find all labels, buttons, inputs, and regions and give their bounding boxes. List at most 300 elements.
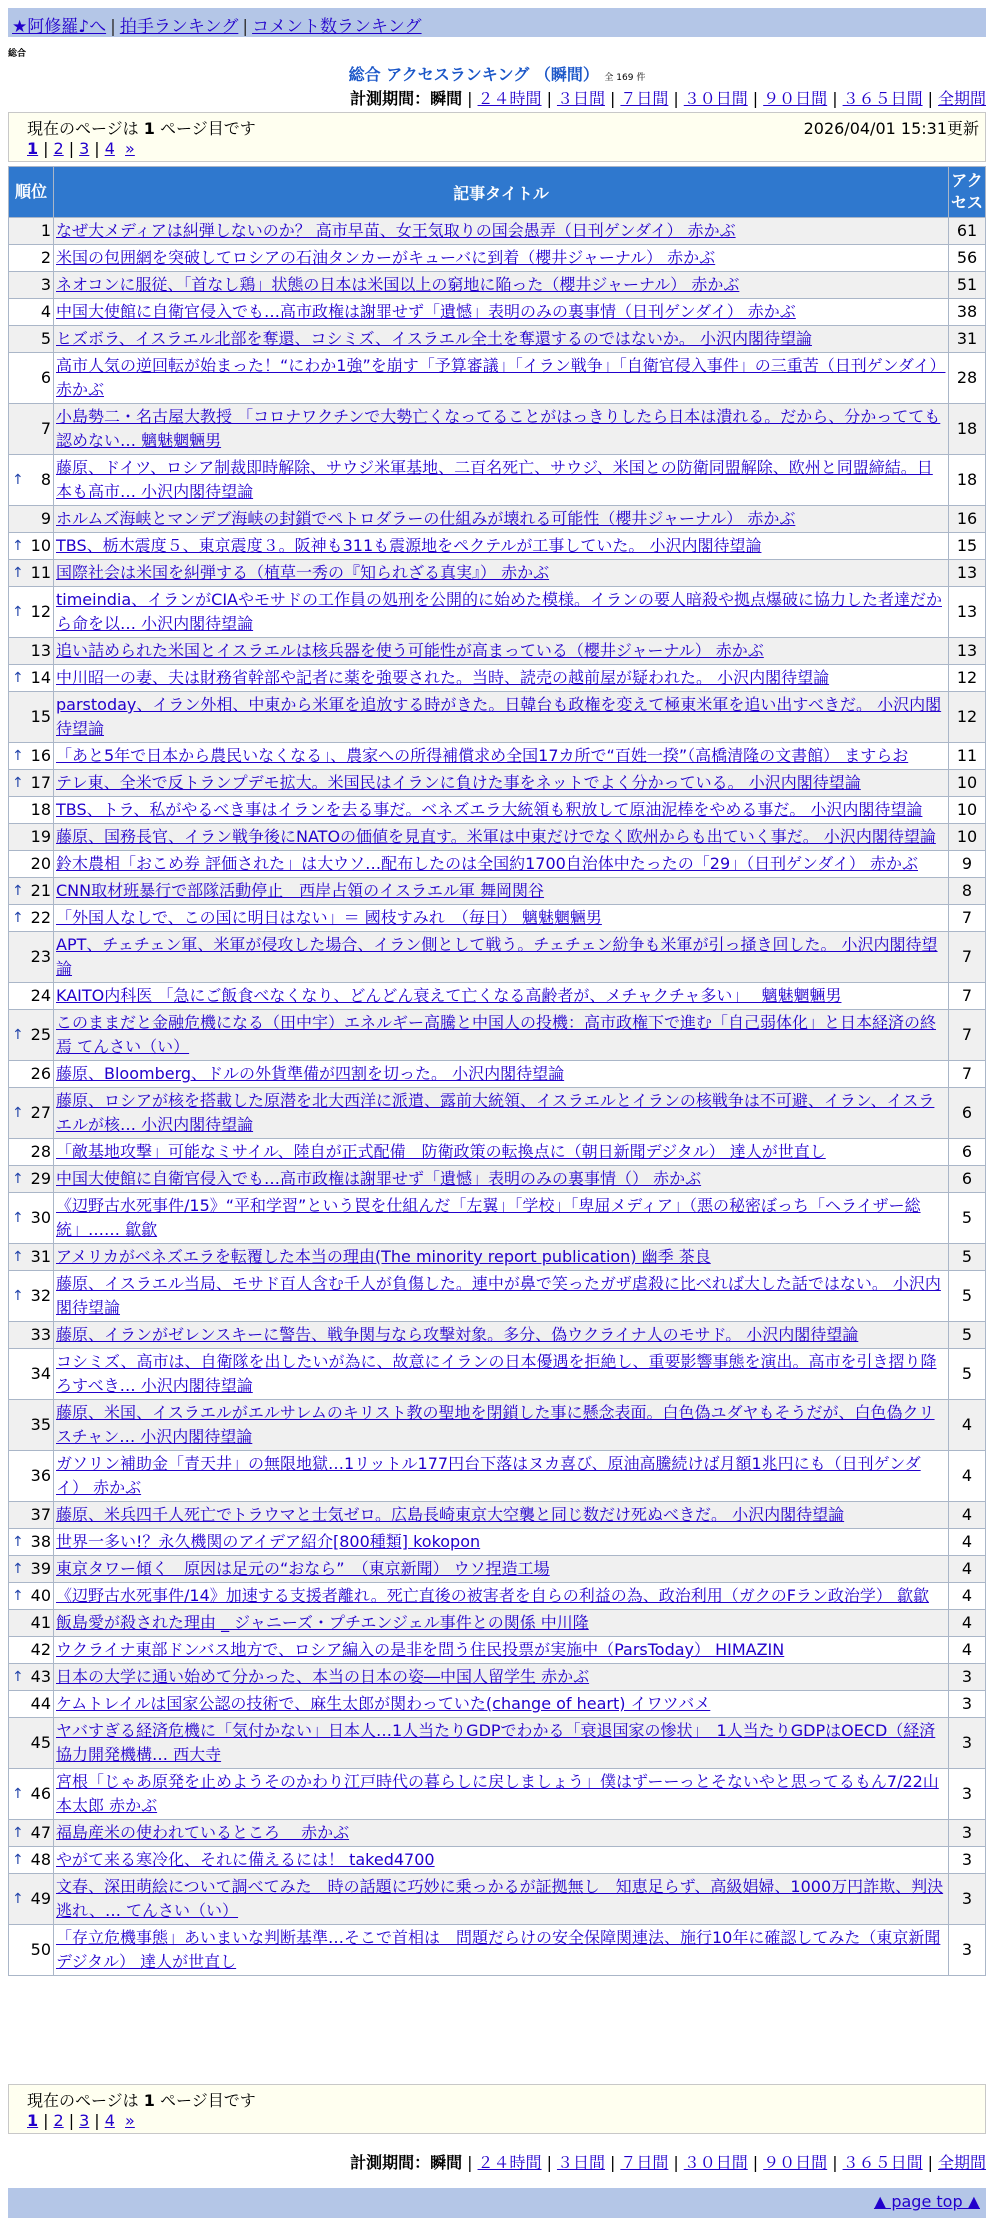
article-link[interactable]: 藤原、ロシアが核を搭載した原潜を北大西洋に派遣、露前大統領、イスラエルとイランの核戦争は不可避、イラン、イスラエルが核… 小沢内閣待望論 <box>56 1091 935 1134</box>
title-cell <box>54 1010 949 1061</box>
article-link[interactable]: 「外国人なしで、この国に明日はない」＝ 國枝すみれ （毎日） 魑魅魍魎男 <box>56 908 602 927</box>
rank-number: 1 <box>40 221 51 240</box>
title-cell <box>54 1349 949 1400</box>
access-count: 5 <box>949 1271 986 1322</box>
period-link[interactable]: ２４時間 <box>477 2153 542 2172</box>
period-link[interactable]: ３日間 <box>556 2153 605 2172</box>
article-link[interactable]: 「存立危機事態」あいまいな判断基準…そこで首相は 問題だらけの安全保障関連法、施行10年に確認してみた（東京新聞デジタル） 達人が世直し <box>56 1928 941 1971</box>
updated-timestamp: 2026/04/01 15:31更新 <box>803 119 979 138</box>
rank-number: 26 <box>30 1064 51 1083</box>
page-link[interactable]: 2 <box>53 139 64 158</box>
access-count: 4 <box>949 1502 986 1529</box>
title-column-header: 記事タイトル <box>54 167 949 218</box>
period-link[interactable]: 全期間 <box>937 2153 986 2172</box>
article-link[interactable]: 鈴木農相「おこめ券 評価された」は大ウソ…配布したのは全国約1700自治体中たったの「29」（日刊ゲンダイ） 赤かぶ <box>56 854 918 873</box>
article-link[interactable]: ヒズボラ、イスラエル北部を奪還、コシミズ、イスラエル全土を奪還するのではないか。 小沢内閣待望論 <box>56 329 812 348</box>
table-row <box>9 1664 986 1691</box>
table-row <box>9 1847 986 1874</box>
rank-number: 40 <box>30 1586 51 1605</box>
period-current: 瞬間 <box>430 2153 463 2172</box>
rank-cell <box>9 587 54 638</box>
article-link[interactable]: 藤原、ドイツ、ロシア制裁即時解除、サウジ米軍基地、二百名死亡、サウジ、米国との防衛同盟解除、欧州と同盟締結。日本も高市… 小沢内閣待望論 <box>56 458 933 501</box>
rank-number: 39 <box>30 1559 51 1578</box>
rank-cell <box>9 1088 54 1139</box>
title-cell <box>54 1874 949 1925</box>
rank-cell <box>9 1610 54 1637</box>
page-links <box>27 139 135 158</box>
rank-cell <box>9 638 54 665</box>
rank-number: 18 <box>30 800 51 819</box>
article-link[interactable]: テレ東、全米で反トランプデモ拡大。米国民はイランに負けた事をネットでよく分かっている。 小沢内閣待望論 <box>56 773 861 792</box>
table-row <box>9 326 986 353</box>
period-link[interactable]: ３６５日間 <box>842 89 923 108</box>
rank-number: 43 <box>30 1667 51 1686</box>
title-cell <box>54 1637 949 1664</box>
page-separator: | <box>43 139 49 158</box>
title-cell <box>54 1556 949 1583</box>
access-count: 5 <box>949 1322 986 1349</box>
table-row <box>9 1349 986 1400</box>
comment-ranking-link[interactable]: コメント数ランキング <box>252 17 422 37</box>
rank-number: 35 <box>30 1415 51 1434</box>
table-row <box>9 878 986 905</box>
access-count: 3 <box>949 1718 986 1769</box>
rank-number: 31 <box>30 1247 51 1266</box>
table-row <box>9 1769 986 1820</box>
access-count: 31 <box>949 326 986 353</box>
access-count: 3 <box>949 1820 986 1847</box>
table-row <box>9 299 986 326</box>
rank-cell <box>9 1556 54 1583</box>
period-link[interactable]: ９０日間 <box>763 89 828 108</box>
title-cell <box>54 455 949 506</box>
rank-number: 16 <box>30 746 51 765</box>
rank-cell <box>9 1193 54 1244</box>
title-cell <box>54 1664 949 1691</box>
article-link[interactable]: やがて来る寒冷化、それに備えるには！ taked4700 <box>56 1850 435 1869</box>
article-link[interactable]: APT、チェチェン軍、米軍が侵攻した場合、イラン側として戦う。チェチェン紛争も米軍が引っ掻き回した。 小沢内閣待望論 <box>56 935 938 978</box>
rank-cell <box>9 1061 54 1088</box>
title-cell <box>54 404 949 455</box>
table-row <box>9 665 986 692</box>
table-row <box>9 1691 986 1718</box>
category-label: 総合 <box>8 49 27 59</box>
access-count: 6 <box>949 1166 986 1193</box>
rank-cell <box>9 1010 54 1061</box>
page-status-post: ページ目です <box>160 119 256 138</box>
rank-cell <box>9 245 54 272</box>
rank-number: 28 <box>30 1142 51 1161</box>
article-link[interactable]: 藤原、イランがゼレンスキーに警告、戦争関与なら攻撃対象。多分、偽ウクライナ人のモサド。 小沢内閣待望論 <box>56 1325 859 1344</box>
title-cell <box>54 1502 949 1529</box>
rank-number: 15 <box>30 707 51 726</box>
access-count: 7 <box>949 905 986 932</box>
rank-cell <box>9 983 54 1010</box>
table-row <box>9 245 986 272</box>
rank-cell <box>9 1166 54 1193</box>
period-link[interactable]: ２４時間 <box>477 89 542 108</box>
article-link[interactable]: 藤原、Bloomberg、ドルの外貨準備が四割を切った。 小沢内閣待望論 <box>56 1064 565 1083</box>
access-count: 28 <box>949 353 986 404</box>
table-row <box>9 1166 986 1193</box>
page-link[interactable]: 3 <box>79 139 90 158</box>
page-status <box>27 2088 967 2111</box>
page-link[interactable]: 4 <box>104 139 115 158</box>
rank-number: 41 <box>30 1613 51 1632</box>
ranking-table <box>8 166 986 1976</box>
rank-number: 10 <box>30 536 51 555</box>
article-link[interactable]: ガソリン補助金「青天井」の無限地獄…1リットル177円台下落はヌカ喜び、原油高騰続けば月額1兆円にも（日刊ゲンダイ） 赤かぶ <box>56 1454 921 1497</box>
title-cell <box>54 299 949 326</box>
rank-number: 33 <box>30 1325 51 1344</box>
table-row <box>9 851 986 878</box>
table-row <box>9 1610 986 1637</box>
top-nav-bar <box>8 8 986 37</box>
rank-up-icon: ↑ <box>12 1825 24 1841</box>
rank-cell <box>9 533 54 560</box>
article-link[interactable]: 追い詰められた米国とイスラエルは核兵器を使う可能性が高まっている（櫻井ジャーナル） 赤かぶ <box>56 641 764 660</box>
page-status-pre: 現在のページは <box>27 119 139 138</box>
page-separator: | <box>94 139 100 158</box>
article-link[interactable]: KAITO内科医 「急にご飯食べなくなり、どんどん衰えて亡くなる高齢者が、メチャクチャ多い」 魑魅魍魎男 <box>56 986 842 1005</box>
table-row <box>9 638 986 665</box>
article-link[interactable]: 小島勢二・名古屋大教授 「コロナワクチンで大勢亡くなってることがはっきりしたら日本は潰れる。だから、分かってても認めない… 魑魅魍魎男 <box>56 407 941 450</box>
table-row <box>9 1193 986 1244</box>
clap-ranking-link[interactable]: 拍手ランキング <box>119 17 239 37</box>
article-link[interactable]: 中国大使館に自衛官侵入でも…高市政権は謝罪せず「遺憾」表明のみの裏事情（） 赤かぶ <box>56 1169 702 1188</box>
period-separator: | <box>927 2153 933 2172</box>
article-link[interactable]: 福島産米の使われているところ 赤かぶ <box>56 1823 350 1842</box>
rank-number: 47 <box>30 1823 51 1842</box>
next-page-link[interactable]: » <box>125 2111 135 2130</box>
period-current: 瞬間 <box>430 89 463 108</box>
access-count: 18 <box>949 404 986 455</box>
page-separator: | <box>68 2111 75 2130</box>
title-cell <box>54 1400 949 1451</box>
rank-number: 30 <box>30 1208 51 1227</box>
title-cell <box>54 638 949 665</box>
page-link-current[interactable]: 1 <box>27 2111 39 2130</box>
table-row <box>9 272 986 299</box>
table-row <box>9 1322 986 1349</box>
access-count: 4 <box>949 1400 986 1451</box>
article-link[interactable]: TBS、トラ、私がやるべき事はイランを去る事だ。ベネズエラ大統領も釈放して原油泥棒をやめる事だ。 小沢内閣待望論 <box>56 800 923 819</box>
article-link[interactable]: 米国の包囲網を突破してロシアの石油タンカーがキューバに到着（櫻井ジャーナル） 赤かぶ <box>56 248 716 267</box>
rank-cell <box>9 1718 54 1769</box>
access-count: 13 <box>949 638 986 665</box>
rank-number: 44 <box>30 1694 51 1713</box>
rank-cell <box>9 1451 54 1502</box>
title-cell <box>54 560 949 587</box>
article-link[interactable]: timeindia、イランがCIAやモサドの工作員の処刑を公開的に始めた模様。イランの要人暗殺や拠点爆破に協力した者達だから命を以… 小沢内閣待望論 <box>56 590 942 633</box>
rank-number: 14 <box>30 668 51 687</box>
title-cell <box>54 932 949 983</box>
period-separator: | <box>609 89 616 108</box>
article-link[interactable]: 高市人気の逆回転が始まった！“にわか1強”を崩す「予算審議」「イラン戦争」「自衛官侵入事件」の三重苦（日刊ゲンダイ） 赤かぶ <box>56 356 946 399</box>
page-link[interactable]: 4 <box>104 2111 115 2130</box>
rank-cell <box>9 272 54 299</box>
article-link[interactable]: ホルムズ海峡とマンデブ海峡の封鎖でペトロダラーの仕組みが壊れる可能性（櫻井ジャーナル） 赤かぶ <box>56 509 796 528</box>
rank-cell <box>9 1847 54 1874</box>
rank-number: 11 <box>30 563 51 582</box>
article-link[interactable]: なぜ大メディアは糾弾しないのか？ 高市早苗、女王気取りの国会愚弄（日刊ゲンダイ） 赤かぶ <box>56 221 736 240</box>
article-link[interactable]: 藤原、国務長官、イラン戦争後にNATOの価値を見直す。米軍は中東だけでなく欧州からも出ていく事だ。 小沢内閣待望論 <box>56 827 936 846</box>
period-link[interactable]: ７日間 <box>620 89 669 108</box>
access-count: 12 <box>949 665 986 692</box>
rank-number: 49 <box>30 1889 51 1908</box>
page-link[interactable]: 2 <box>53 2111 64 2130</box>
rank-cell <box>9 824 54 851</box>
article-link[interactable]: TBS、栃木震度５、東京震度３。阪神も311も震源地をペクテルが工事していた。 小沢内閣待望論 <box>56 536 762 555</box>
period-link[interactable]: ３０日間 <box>683 89 748 108</box>
table-row <box>9 1874 986 1925</box>
title-cell <box>54 245 949 272</box>
period-label: 計測期間： <box>350 89 431 108</box>
article-link[interactable]: 《辺野古水死事件/14》加速する支援者離れ。死亡直後の被害者を自らの利益の為、政治利用（ガクのFラン政治学） 歙歙 <box>56 1586 930 1605</box>
rank-number: 32 <box>30 1286 51 1305</box>
title-cell <box>54 692 949 743</box>
article-link[interactable]: 文春、深田萌絵について調べてみた 時の話題に巧妙に乗っかるが証拠無し 知恵足らず、高級娼婦、1000万円詐欺、判決逃れ、… てんさい（い） <box>56 1877 944 1920</box>
title-cell <box>54 1088 949 1139</box>
article-link[interactable]: 中川昭一の妻、夫は財務省幹部や記者に薬を強要された。当時、読売の越前屋が疑われた。 小沢内閣待望論 <box>56 668 830 687</box>
title-cell <box>54 1271 949 1322</box>
period-link[interactable]: ３０日間 <box>683 2153 748 2172</box>
rank-number: 29 <box>30 1169 51 1188</box>
rank-number: 12 <box>30 602 51 621</box>
rank-up-icon: ↑ <box>12 775 24 791</box>
title-cell <box>54 1451 949 1502</box>
title-cell <box>54 1925 949 1976</box>
rank-up-icon: ↑ <box>12 1786 24 1802</box>
page-status-number: 1 <box>143 2091 155 2110</box>
table-row <box>9 824 986 851</box>
title-cell <box>54 1529 949 1556</box>
access-count: 6 <box>949 1088 986 1139</box>
period-separator: | <box>673 89 679 108</box>
article-link[interactable]: 《辺野古水死事件/15》“平和学習”という罠を仕組んだ「左翼」「学校」「卑屈メディア」（悪の秘密ぼっち「ヘライザー総統」…… 歙歙 <box>56 1196 921 1239</box>
access-count: 4 <box>949 1529 986 1556</box>
rank-cell <box>9 878 54 905</box>
title-cell <box>54 587 949 638</box>
period-link[interactable]: ３６５日間 <box>842 2153 923 2172</box>
period-separator: | <box>546 89 552 108</box>
article-link[interactable]: CNN取材班暴行で部隊活動停止 西岸占領のイスラエル軍 舞岡関谷 <box>56 881 545 900</box>
title-cell <box>54 851 949 878</box>
title-cell <box>54 1244 949 1271</box>
pager-top <box>8 112 986 162</box>
rank-number: 21 <box>30 881 51 900</box>
article-link[interactable]: 国際社会は米国を糾弾する（植草一秀の『知られざる真実』） 赤かぶ <box>56 563 550 582</box>
access-count: 18 <box>949 455 986 506</box>
article-link[interactable]: コシミズ、高市は、自衛隊を出したいが為に、故意にイランの日本優遇を拒絶し、重要影響事態を演出。高市を引き摺り降ろすべき… 小沢内閣待望論 <box>56 1352 937 1395</box>
access-count: 4 <box>949 1451 986 1502</box>
rank-cell <box>9 1637 54 1664</box>
article-link[interactable]: アメリカがベネズエラを転覆した本当の理由(The minority report publication) 幽季 茶良 <box>56 1247 711 1266</box>
period-selector-bottom <box>350 2150 986 2173</box>
page-separator: | <box>94 2111 100 2130</box>
access-count: 7 <box>949 1010 986 1061</box>
page-link[interactable]: 3 <box>79 2111 90 2130</box>
rank-cell <box>9 1691 54 1718</box>
access-count: 13 <box>949 560 986 587</box>
rank-cell <box>9 1820 54 1847</box>
article-link[interactable]: 藤原、米国、イスラエルがエルサレムのキリスト教の聖地を閉鎖した事に懸念表面。白色偽ユダヤもそうだが、白色偽クリスチャン… 小沢内閣待望論 <box>56 1403 935 1446</box>
rank-number: 20 <box>30 854 51 873</box>
page-link-current[interactable]: 1 <box>27 139 39 158</box>
rank-number: 46 <box>30 1784 51 1803</box>
title-cell <box>54 1769 949 1820</box>
article-link[interactable]: parstoday、イラン外相、中東から米軍を追放する時がきた。日韓台も政権を変えて極東米軍を追い出すべきだ。 小沢内閣待望論 <box>56 695 942 738</box>
rank-cell <box>9 1244 54 1271</box>
rank-cell <box>9 1664 54 1691</box>
rank-number: 4 <box>40 302 51 321</box>
period-separator: | <box>927 89 933 108</box>
rank-number: 5 <box>40 329 51 348</box>
nav-separator: | <box>242 17 249 37</box>
access-count: 61 <box>949 218 986 245</box>
table-row <box>9 455 986 506</box>
table-row <box>9 1271 986 1322</box>
access-count: 10 <box>949 824 986 851</box>
rank-number: 9 <box>40 509 51 528</box>
rank-cell <box>9 770 54 797</box>
rank-cell <box>9 1502 54 1529</box>
rank-number: 42 <box>30 1640 51 1659</box>
rank-number: 38 <box>30 1532 51 1551</box>
rank-number: 37 <box>30 1505 51 1524</box>
table-row <box>9 983 986 1010</box>
title-cell <box>54 1610 949 1637</box>
period-separator: | <box>832 89 838 108</box>
article-link[interactable]: 東京タワー傾く 原因は足元の“おなら” （東京新聞） ウソ捏造工場 <box>56 1559 550 1578</box>
period-separator: | <box>752 89 759 108</box>
page-status-number: 1 <box>143 119 155 138</box>
article-link[interactable]: ヤバすぎる経済危機に「気付かない」日本人…1人当たりGDPでわかる「衰退国家の惨状」 1人当たりGDPはOECD（経済協力開発機構… 西大寺 <box>56 1721 936 1764</box>
page-title <box>0 62 994 85</box>
rank-number: 22 <box>30 908 51 927</box>
table-row <box>9 1061 986 1088</box>
title-cell <box>54 743 949 770</box>
rank-number: 13 <box>30 641 51 660</box>
rank-cell <box>9 797 54 824</box>
article-link[interactable]: 「あと5年で日本から農民いなくなる」、農家への所得補償求め全国17カ所で“百姓一揆”（高橋清隆の文書館） ますらお <box>56 746 909 765</box>
title-cell <box>54 1061 949 1088</box>
table-row <box>9 1244 986 1271</box>
table-row <box>9 1637 986 1664</box>
period-link[interactable]: 全期間 <box>937 89 986 108</box>
rank-up-icon: ↑ <box>12 538 24 554</box>
access-count: 6 <box>949 1139 986 1166</box>
title-cell <box>54 797 949 824</box>
title-cell <box>54 983 949 1010</box>
rank-cell <box>9 1349 54 1400</box>
article-link[interactable]: 日本の大学に通い始めて分かった、本当の日本の姿―中国人留学生 赤かぶ <box>56 1667 590 1686</box>
footer-bar <box>8 2188 986 2218</box>
rank-number: 19 <box>30 827 51 846</box>
title-cell <box>54 1691 949 1718</box>
article-link[interactable]: 中国大使館に自衛官侵入でも…高市政権は謝罪せず「遺憾」表明のみの裏事情（日刊ゲンダイ） 赤かぶ <box>56 302 796 321</box>
rank-number: 17 <box>30 773 51 792</box>
title-cell <box>54 1193 949 1244</box>
access-count: 3 <box>949 1664 986 1691</box>
access-count: 4 <box>949 1637 986 1664</box>
article-link[interactable]: 世界一多い!？永久機関のアイデア紹介[800種類] kokopon <box>56 1532 481 1551</box>
rank-number: 7 <box>40 419 51 438</box>
table-row <box>9 1529 986 1556</box>
table-row <box>9 218 986 245</box>
period-separator: | <box>752 2153 759 2172</box>
page-top-link[interactable]: ▲ page top ▲ <box>873 2192 980 2211</box>
table-row <box>9 560 986 587</box>
table-row <box>9 1451 986 1502</box>
table-row <box>9 1820 986 1847</box>
nav-separator: | <box>110 17 116 37</box>
rank-cell <box>9 851 54 878</box>
table-row <box>9 1556 986 1583</box>
rank-up-icon: ↑ <box>12 883 24 899</box>
access-count: 3 <box>949 1691 986 1718</box>
access-count: 9 <box>949 851 986 878</box>
title-cell <box>54 533 949 560</box>
access-column-header: アクセス <box>949 167 986 218</box>
access-count: 4 <box>949 1556 986 1583</box>
article-link[interactable]: 藤原、米兵四千人死亡でトラウマと士気ゼロ。広島長崎東京大空襲と同じ数だけ死ぬべきだ。 小沢内閣待望論 <box>56 1505 845 1524</box>
page-separator: | <box>68 139 75 158</box>
period-separator: | <box>832 2153 838 2172</box>
article-link[interactable]: ケムトレイルは国家公認の技術で、麻生太郎が関わっていた(change of heart) イワツバメ <box>56 1694 711 1713</box>
article-link[interactable]: 飯島愛が殺された理由 _ ジャニーズ・プチエンジェル事件との関係 中川隆 <box>56 1613 589 1632</box>
home-link[interactable]: ★阿修羅♪へ <box>12 17 107 37</box>
article-link[interactable]: ネオコンに服従、「首なし鶏」状態の日本は米国以上の窮地に陥った（櫻井ジャーナル） 赤かぶ <box>56 275 740 294</box>
article-link[interactable]: 宮根「じゃあ原発を止めようそのかわり江戸時代の暮らしに戻しましょう」僕はずーーっとそないやと思ってるもん7/22山本太郎 赤かぶ <box>56 1772 939 1815</box>
title-cell <box>54 218 949 245</box>
access-count: 12 <box>949 692 986 743</box>
period-link[interactable]: ９０日間 <box>763 2153 828 2172</box>
rank-number: 23 <box>30 947 51 966</box>
period-link[interactable]: ７日間 <box>620 2153 669 2172</box>
period-selector-top <box>350 86 986 109</box>
article-link[interactable]: 「敵基地攻撃」可能なミサイル、陸自が正式配備 防衛政策の転換点に（朝日新聞デジタル） 達人が世直し <box>56 1142 826 1161</box>
rank-cell <box>9 455 54 506</box>
rank-number: 6 <box>40 368 51 387</box>
rank-up-icon: ↑ <box>12 1249 24 1265</box>
rank-cell <box>9 905 54 932</box>
period-link[interactable]: ３日間 <box>556 89 605 108</box>
rank-up-icon: ↑ <box>12 1171 24 1187</box>
period-separator: | <box>467 89 473 108</box>
rank-up-icon: ↑ <box>12 1669 24 1685</box>
period-separator: | <box>609 2153 616 2172</box>
article-link[interactable]: このままだと金融危機になる（田中宇）エネルギー高騰と中国人の投機：高市政権下で進む「自己弱体化」と日本経済の終焉 てんさい（い） <box>56 1013 937 1056</box>
article-link[interactable]: ウクライナ東部ドンバス地方で、ロシア編入の是非を問う住民投票が実施中（ParsToday） HIMAZIN <box>56 1640 785 1659</box>
period-separator: | <box>467 2153 473 2172</box>
table-row <box>9 533 986 560</box>
page-title-text: 総合 アクセスランキング （瞬間） <box>348 65 599 84</box>
table-row <box>9 404 986 455</box>
access-count: 16 <box>949 506 986 533</box>
rank-number: 36 <box>30 1466 51 1485</box>
period-label: 計測期間： <box>350 2153 431 2172</box>
article-link[interactable]: 藤原、イスラエル当局、モサド百人含む千人が負傷した。連中が鼻で笑ったガザ虐殺に比べれば大した話ではない。 小沢内閣待望論 <box>56 1274 941 1317</box>
rank-up-icon: ↑ <box>12 1288 24 1304</box>
table-row <box>9 1400 986 1451</box>
table-row <box>9 1010 986 1061</box>
rank-up-icon: ↑ <box>12 1561 24 1577</box>
rank-column-header: 順位 <box>9 167 54 218</box>
table-header-row <box>9 167 986 218</box>
access-count: 10 <box>949 770 986 797</box>
next-page-link[interactable]: » <box>125 139 135 158</box>
